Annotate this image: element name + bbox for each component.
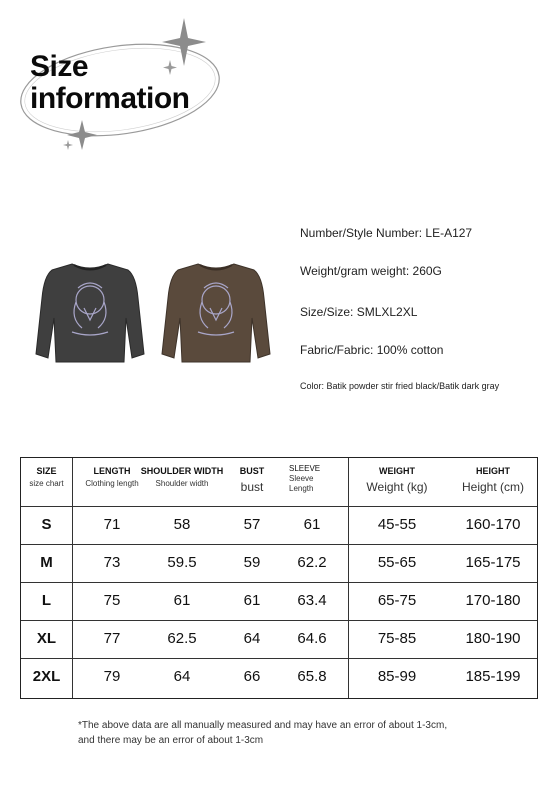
header-size xyxy=(21,458,72,506)
header-length xyxy=(81,458,143,506)
header-weight xyxy=(351,458,443,506)
cell-weight: 55-65 xyxy=(377,554,417,571)
cell-size: M xyxy=(40,554,53,571)
header-shoulder-subtitle: Shoulder width xyxy=(155,479,209,488)
sweatshirt-brown-image xyxy=(158,258,274,368)
header-length-subtitle: Clothing length xyxy=(85,479,139,488)
footnote-line-1: *The above data are all manually measured and may have an error of about 1-3cm, xyxy=(78,720,448,731)
cell-height: 165-175 xyxy=(465,554,521,571)
table-header-row xyxy=(21,458,537,506)
cell-size: 2XL xyxy=(32,668,61,685)
cell-size: L xyxy=(41,592,52,609)
weight-info xyxy=(300,264,442,278)
header-bust-subtitle: bust xyxy=(240,480,264,494)
weight-label: Weight/gram weight: xyxy=(300,264,410,278)
header-weight-subtitle: Weight (kg) xyxy=(366,480,428,494)
cell-length: 77 xyxy=(103,630,121,647)
cell-shoulder: 58 xyxy=(173,516,191,533)
header-weight-title: WEIGHT xyxy=(379,466,415,476)
header-bust xyxy=(229,458,275,506)
color-label: Color: xyxy=(300,381,325,391)
footnote-line-2: and there may be an error of about 1-3cm xyxy=(78,735,264,746)
header-size-title: SIZE xyxy=(36,466,57,476)
cell-weight: 45-55 xyxy=(377,516,417,533)
page-title-line-1: Size xyxy=(30,50,89,83)
cell-weight: 75-85 xyxy=(377,630,417,647)
cell-sleeve: 64.6 xyxy=(297,630,327,647)
measurement-footnote xyxy=(78,718,447,748)
table-row xyxy=(21,544,537,582)
header-length-title: LENGTH xyxy=(93,466,131,476)
cell-shoulder: 61 xyxy=(173,592,191,609)
weight-value: 260G xyxy=(412,264,442,278)
header-shoulder-title: SHOULDER WIDTH xyxy=(140,466,224,476)
cell-length: 71 xyxy=(103,516,121,533)
cell-bust: 61 xyxy=(243,592,261,609)
cell-length: 79 xyxy=(103,668,121,685)
header-sleeve-title: SLEEVE xyxy=(289,464,321,473)
cell-size: XL xyxy=(36,630,57,647)
fabric-info xyxy=(300,343,443,357)
cell-length: 75 xyxy=(103,592,121,609)
cell-height: 160-170 xyxy=(465,516,521,533)
table-row xyxy=(21,582,537,620)
fabric-label: Fabric/Fabric: xyxy=(300,343,374,357)
cell-shoulder: 64 xyxy=(173,668,191,685)
header-height-title: HEIGHT xyxy=(475,466,510,476)
cell-bust: 64 xyxy=(243,630,261,647)
style-number-info xyxy=(300,226,472,240)
header-size-subtitle: size chart xyxy=(29,479,64,488)
cell-height: 180-190 xyxy=(465,630,521,647)
cell-length: 73 xyxy=(103,554,121,571)
header-shoulder-width xyxy=(139,458,225,506)
header-bust-title: BUST xyxy=(239,466,265,476)
table-row xyxy=(21,620,537,658)
cell-bust: 59 xyxy=(243,554,261,571)
cell-weight: 65-75 xyxy=(377,592,417,609)
page-title-line-2: information xyxy=(30,82,190,115)
table-row xyxy=(21,506,537,544)
cell-weight: 85-99 xyxy=(377,668,417,685)
cell-size: S xyxy=(41,516,52,533)
cell-sleeve: 63.4 xyxy=(297,592,327,609)
style-number-value: LE-A127 xyxy=(425,226,473,240)
table-row xyxy=(21,658,537,698)
cell-shoulder: 59.5 xyxy=(167,554,197,571)
size-table xyxy=(20,457,538,699)
style-number-label: Number/Style Number: xyxy=(300,226,423,240)
size-value: SMLXL2XL xyxy=(356,305,418,319)
header-sleeve xyxy=(289,458,335,506)
cell-sleeve: 65.8 xyxy=(297,668,327,685)
header-height-subtitle: Height (cm) xyxy=(461,480,524,494)
color-info xyxy=(300,381,499,391)
cell-bust: 66 xyxy=(243,668,261,685)
cell-shoulder: 62.5 xyxy=(167,630,197,647)
header-sleeve-subtitle-2: Length xyxy=(289,484,314,493)
cell-bust: 57 xyxy=(243,516,261,533)
cell-sleeve: 62.2 xyxy=(297,554,327,571)
fabric-value: 100% cotton xyxy=(376,343,444,357)
color-value: Batik powder stir fried black/Batik dark gray xyxy=(326,381,500,391)
cell-height: 185-199 xyxy=(465,668,521,685)
header-sleeve-subtitle: Sleeve xyxy=(289,474,314,483)
cell-height: 170-180 xyxy=(465,592,521,609)
header-height xyxy=(449,458,537,506)
sweatshirt-black-image xyxy=(32,258,148,368)
cell-sleeve: 61 xyxy=(303,516,321,533)
size-label: Size/Size: xyxy=(300,305,354,319)
size-info xyxy=(300,305,417,319)
